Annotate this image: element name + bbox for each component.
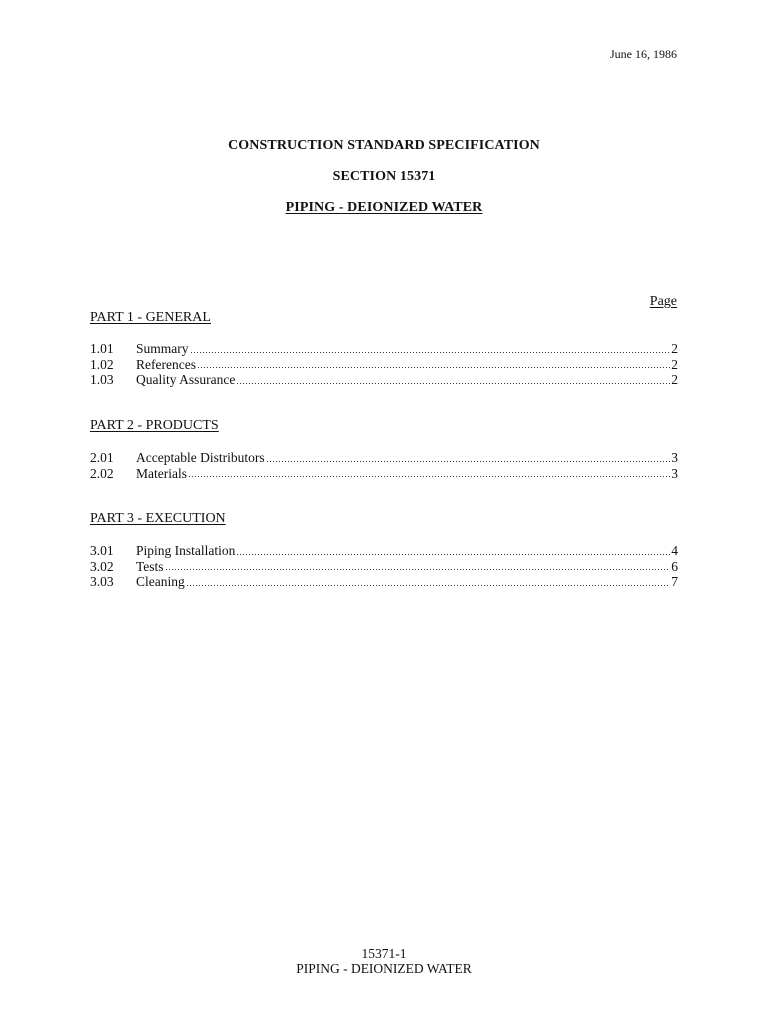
- toc-entry-page: 2: [671, 356, 678, 372]
- toc-entry-label: Acceptable Distributors: [136, 450, 265, 465]
- part-3-list: [90, 543, 678, 590]
- toc-entry-number: 3.01: [90, 543, 114, 558]
- toc-entry-label: Cleaning: [136, 574, 185, 589]
- page-column-label: Page: [649, 294, 677, 309]
- section-number: SECTION 15371: [332, 169, 436, 184]
- toc-entry-label: Materials: [136, 465, 187, 481]
- toc-entry: [90, 372, 678, 388]
- part-2-heading: PART 2 - PRODUCTS: [90, 418, 219, 433]
- part-3-heading: PART 3 - EXECUTION: [90, 511, 226, 526]
- toc-entry-page: 2: [671, 372, 678, 387]
- toc-entry-page: 7: [671, 574, 678, 589]
- toc-entry-label: Piping Installation: [136, 543, 236, 558]
- dot-leader: [188, 468, 670, 478]
- toc-entry-label: Tests: [136, 558, 164, 574]
- part-1-heading: PART 1 - GENERAL: [90, 310, 211, 325]
- footer-title: PIPING - DEIONIZED WATER: [296, 961, 472, 976]
- toc-entry-label: Quality Assurance: [136, 372, 236, 387]
- toc-entry-number: 1.02: [90, 356, 114, 372]
- toc-entry-page: 3: [671, 450, 678, 465]
- toc-entry: [90, 543, 678, 559]
- dot-leader: [186, 577, 671, 587]
- toc-entry-label: References: [136, 356, 196, 372]
- toc-entry: [90, 341, 678, 357]
- toc-entry-number: 3.02: [90, 558, 114, 574]
- toc-entry-page: 6: [671, 558, 678, 574]
- dot-leader: [190, 344, 671, 354]
- toc-entry: [90, 357, 678, 373]
- section-title: PIPING - DEIONIZED WATER: [285, 200, 483, 215]
- toc-entry-number: 2.02: [90, 465, 114, 481]
- toc-entry: [90, 450, 678, 466]
- toc-entry-number: 1.03: [90, 372, 114, 387]
- dot-leader: [236, 546, 670, 556]
- dot-leader: [197, 359, 670, 369]
- part-2-list: [90, 450, 678, 481]
- toc-entry: [90, 466, 678, 482]
- toc-entry: [90, 574, 678, 590]
- spec-title: CONSTRUCTION STANDARD SPECIFICATION: [228, 138, 540, 153]
- footer-page-number: 15371-1: [361, 946, 407, 961]
- toc-entry-number: 1.01: [90, 341, 114, 356]
- toc-entry-page: 2: [671, 341, 678, 356]
- toc-entry-number: 3.03: [90, 574, 114, 589]
- document-date: June 16, 1986: [610, 47, 677, 61]
- part-1-list: [90, 341, 678, 388]
- toc-entry: [90, 559, 678, 575]
- dot-leader: [266, 453, 671, 463]
- dot-leader: [236, 375, 670, 385]
- toc-entry-number: 2.01: [90, 450, 114, 465]
- toc-entry-label: Summary: [136, 341, 189, 356]
- dot-leader: [165, 561, 671, 571]
- toc-entry-page: 3: [671, 465, 678, 481]
- toc-entry-page: 4: [671, 543, 678, 558]
